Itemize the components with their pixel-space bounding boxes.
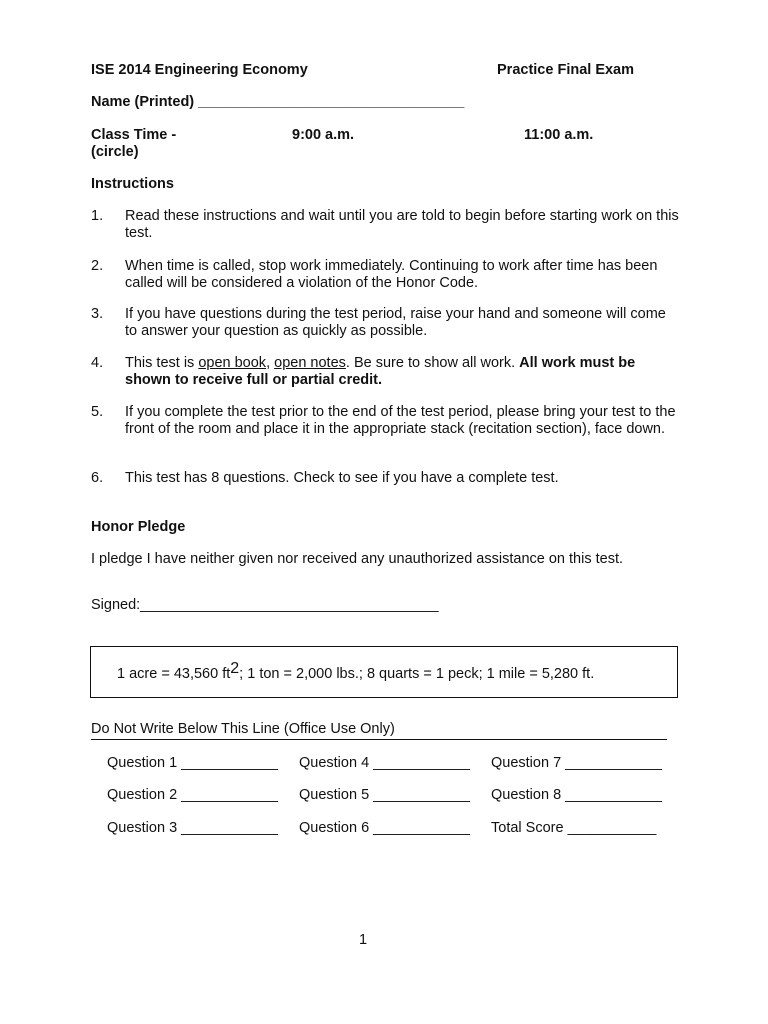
instruction-text: If you complete the test prior to the end of the test period, please bring your test to the front of the room and place it in the appropriate stack (recitation section), face down. [125, 404, 676, 437]
instruction-number: 5. [91, 404, 104, 420]
conversion-text: 1 acre = 43,560 $ft^2$; 1 ton = 2,000 lbs.; 8 quarts = 1 peck; 1 mile = 5,280 ft. [117, 660, 595, 682]
score-question-6: Question 6 ____________ [299, 820, 470, 836]
instructions-heading: Instructions [91, 176, 174, 192]
score-question-1: Question 1 ____________ [107, 755, 278, 771]
instruction-number: 3. [91, 306, 104, 322]
open-notes-text: open notes [274, 355, 346, 371]
course-title: ISE 2014 Engineering Economy [91, 62, 308, 78]
score-question-7: Question 7 ____________ [491, 755, 662, 771]
instruction-number: 4. [91, 355, 104, 371]
page-number: 1 [359, 932, 368, 948]
score-question-3: Question 3 ____________ [107, 820, 278, 836]
time-option-9am: 9:00 a.m. [292, 127, 355, 143]
instruction-text: Read these instructions and wait until you are told to begin before starting work on this test. [125, 208, 679, 241]
instruction-number: 2. [91, 258, 104, 274]
instruction-text: If you have questions during the test period, raise your hand and someone will come to answer your question as quickly as possible. [125, 306, 666, 339]
exam-title: Practice Final Exam [497, 62, 635, 78]
instruction-number: 1. [91, 208, 104, 224]
superscript: 2 [230, 660, 240, 677]
instruction-text: This test is open book, open notes. Be sure to show all work. All work must be shown to receive full or partial credit. [125, 355, 636, 388]
time-option-11am: 11:00 a.m. [524, 127, 594, 143]
score-question-4: Question 4 ____________ [299, 755, 470, 771]
name-field: Name (Printed) _________________________________ [91, 94, 465, 110]
instruction-text: When time is called, stop work immediately. Continuing to work after time has been called will be considered a violation of the Honor Code. [125, 258, 658, 291]
score-total: Total Score ___________ [491, 820, 657, 836]
signature-line: Signed:_____________________________________ [91, 597, 439, 613]
honor-pledge-heading: Honor Pledge [91, 519, 186, 535]
score-question-5: Question 5 ____________ [299, 787, 470, 803]
score-question-2: Question 2 ____________ [107, 787, 278, 803]
conversion-box [90, 646, 678, 698]
class-time-circle: (circle) [91, 144, 139, 160]
office-use-line [91, 721, 667, 740]
open-book-text: open book [198, 355, 267, 371]
instruction-number: 6. [91, 470, 104, 486]
office-use-label: Do Not Write Below This Line (Office Use Only) [91, 721, 395, 737]
honor-pledge-text: I pledge I have neither given nor received any unauthorized assistance on this test. [91, 551, 623, 567]
instruction-text: This test has 8 questions. Check to see if you have a complete test. [125, 470, 559, 486]
full-credit-notice: All work must be shown to receive full or partial credit. [125, 355, 636, 388]
score-question-8: Question 8 ____________ [491, 787, 662, 803]
class-time-label: Class Time - [91, 127, 177, 143]
